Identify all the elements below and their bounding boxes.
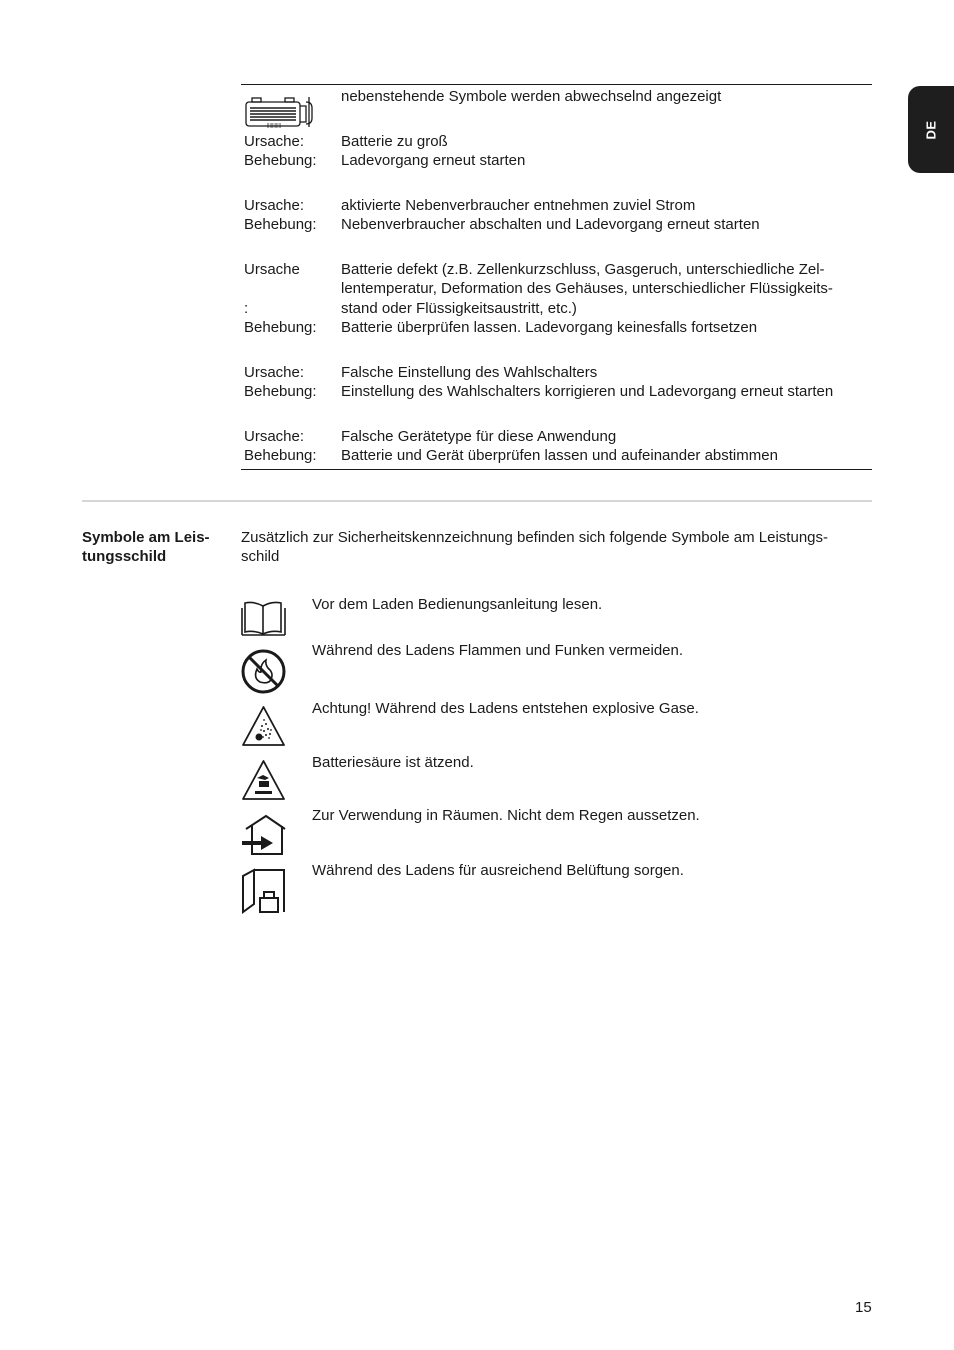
- no-flames-icon: [240, 648, 287, 695]
- manual-book-icon: [240, 600, 287, 637]
- symbol-description: Während des Ladens für ausreichend Belüftung sorgen.: [312, 862, 684, 879]
- cause-label: Ursache:: [244, 133, 305, 150]
- cause-text: Falsche Einstellung des Wahlschalters: [341, 364, 598, 381]
- cause-label: Ursache:: [244, 364, 305, 381]
- language-tab-label: DE: [923, 119, 939, 140]
- symbol-description: Batteriesäure ist ätzend.: [312, 754, 474, 771]
- ventilation-icon: [240, 868, 287, 915]
- table-intro-text: nebenstehende Symbole werden abwechselnd angezeigt: [341, 88, 722, 105]
- remedy-text: Batterie überprüfen lassen. Ladevorgang keinesfalls fortsetzen: [341, 319, 758, 336]
- cause-label: Ursache:: [244, 428, 305, 445]
- symbol-description: Vor dem Laden Bedienungsanleitung lesen.: [312, 596, 603, 613]
- table-top-rule: [241, 84, 872, 85]
- remedy-label: Behebung:: [244, 447, 317, 464]
- explosive-gas-warning-icon: [240, 704, 287, 748]
- cause-label: Ursache:: [244, 197, 305, 214]
- remedy-text: Batterie und Gerät überprüfen lassen und aufeinander abstimmen: [341, 447, 778, 464]
- language-tab: [908, 86, 954, 173]
- remedy-text: Ladevorgang erneut starten: [341, 152, 526, 169]
- cause-label-colon: :: [244, 300, 249, 317]
- remedy-label: Behebung:: [244, 216, 317, 233]
- remedy-label: Behebung:: [244, 152, 317, 169]
- remedy-label: Behebung:: [244, 319, 317, 336]
- remedy-text: Nebenverbraucher abschalten und Ladevorgang erneut starten: [341, 216, 760, 233]
- indoor-use-icon: [240, 813, 287, 857]
- symbol-description: Achtung! Während des Ladens entstehen explosive Gase.: [312, 700, 699, 717]
- symbol-description: Während des Ladens Flammen und Funken vermeiden.: [312, 642, 684, 659]
- cause-text: Falsche Gerätetype für diese Anwendung: [341, 428, 617, 445]
- cause-text: aktivierte Nebenverbraucher entnehmen zuviel Strom: [341, 197, 696, 214]
- cause-text-line: lentemperatur, Deformation des Gehäuses, unterschiedlicher Flüssigkeits-: [341, 280, 833, 297]
- remedy-label: Behebung:: [244, 383, 317, 400]
- cause-label: Ursache: [244, 261, 300, 278]
- corrosive-acid-warning-icon: [240, 758, 287, 802]
- table-bottom-rule: [241, 469, 872, 470]
- cause-text-line: Batterie defekt (z.B. Zellenkurzschluss, Gasgeruch, unterschiedliche Zel-: [341, 261, 825, 278]
- section-heading-line: tungsschild: [82, 548, 167, 565]
- battery-display-icon: [244, 94, 316, 130]
- section-divider: [82, 500, 872, 502]
- section-intro-line: Zusätzlich zur Sicherheitskennzeichnung befinden sich folgende Symbole am Leistungs-: [241, 529, 828, 546]
- cause-text-line: stand oder Flüssigkeitsaustritt, etc.): [341, 300, 577, 317]
- remedy-text: Einstellung des Wahlschalters korrigieren und Ladevorgang erneut starten: [341, 383, 834, 400]
- section-heading-line: Symbole am Leis-: [82, 529, 210, 546]
- svg-text:|||||||||||: |||||||||||: [266, 123, 282, 129]
- cause-text: Batterie zu groß: [341, 133, 448, 150]
- symbol-description: Zur Verwendung in Räumen. Nicht dem Regen aussetzen.: [312, 807, 700, 824]
- section-intro-line: schild: [241, 548, 280, 565]
- page-number: 15: [855, 1299, 872, 1316]
